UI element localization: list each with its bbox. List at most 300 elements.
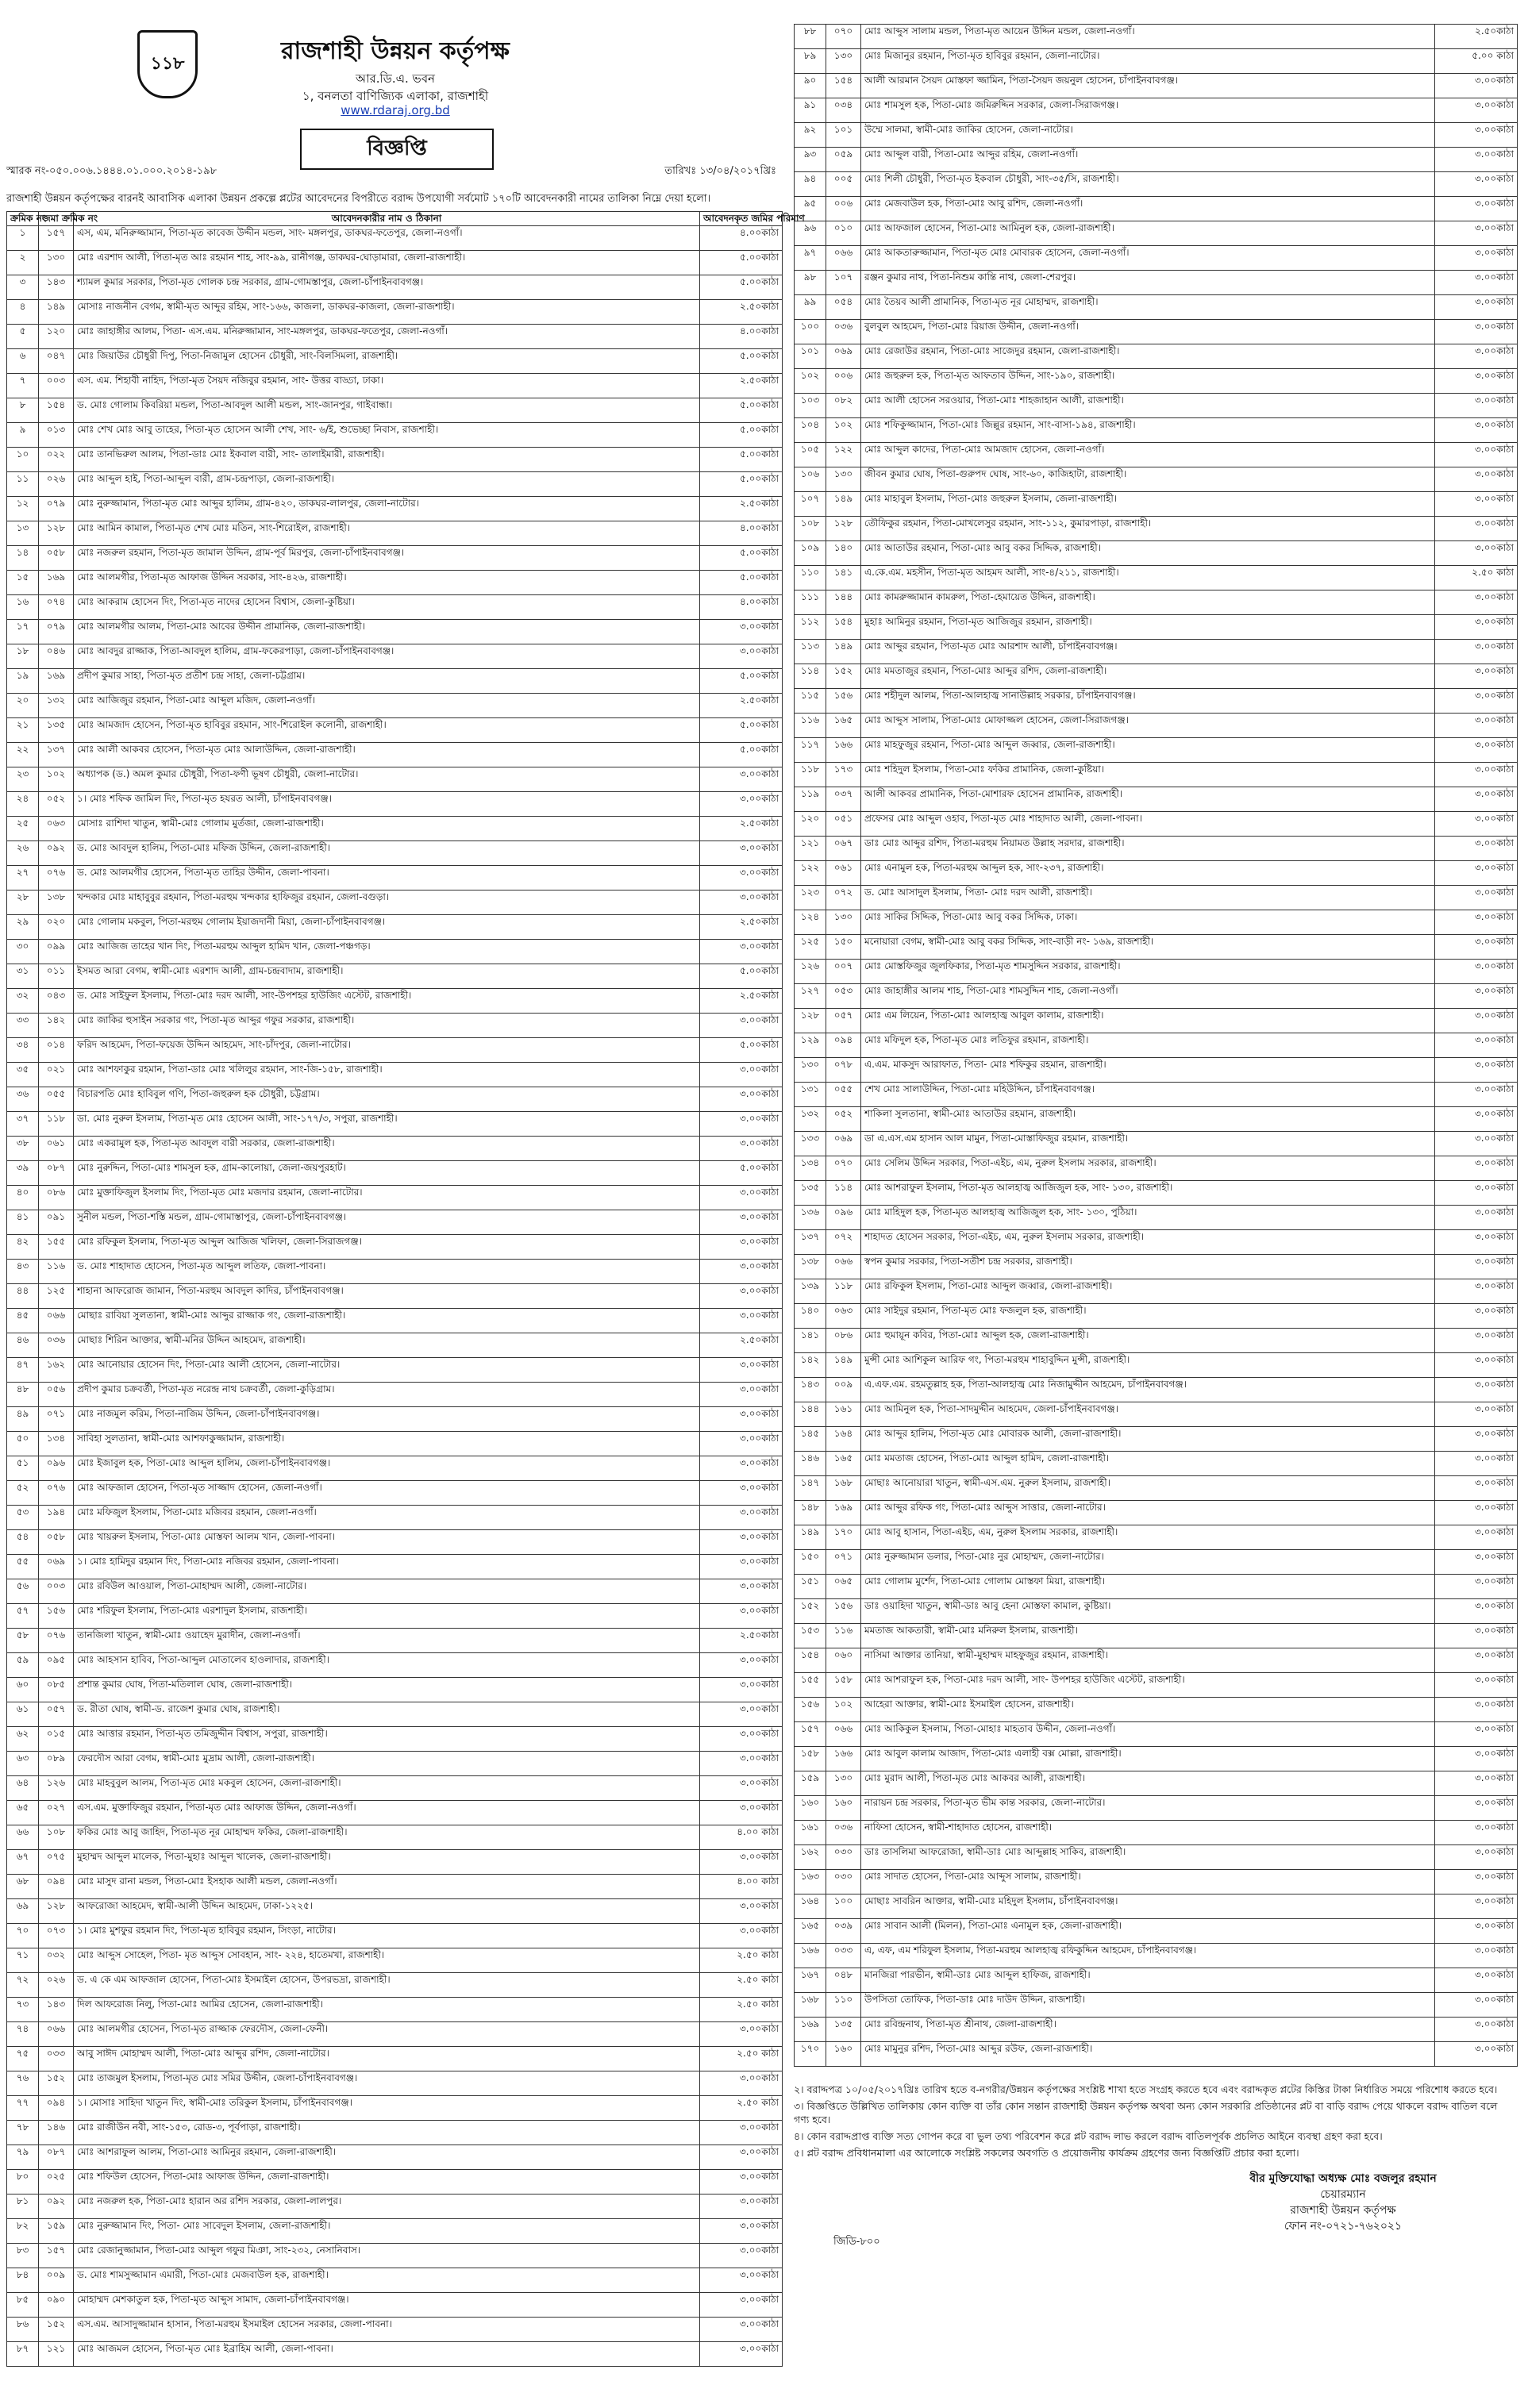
serial-cell: ৯: [7, 423, 39, 448]
serial-cell: ৪৫: [7, 1309, 39, 1333]
land-amount-cell: ৩.০০কাঠা: [1435, 467, 1518, 492]
deposit-serial-cell: ০৭৬: [39, 1481, 74, 1506]
table-row: [795, 615, 1518, 640]
deposit-serial-cell: ১৩৮: [39, 890, 74, 915]
deposit-serial-cell: ১৬০: [826, 2042, 861, 2067]
deposit-serial-cell: ১২৮: [39, 521, 74, 546]
deposit-serial-cell: ০৬৩: [39, 817, 74, 841]
table-row: [795, 295, 1518, 320]
land-amount-cell: ৩.০০কাঠা: [1435, 1722, 1518, 1747]
applicant-cell: মোঃ তাজমুল ইসলাম, পিতা-মৃত মোঃ সমির উদ্দীন, জেলা-চাঁপাইনবাবগঞ্জ।: [74, 2071, 700, 2096]
serial-cell: ১২৭: [795, 984, 826, 1009]
deposit-serial-cell: ১২১: [39, 2342, 74, 2367]
serial-cell: ১৫৬: [795, 1698, 826, 1722]
serial-cell: ১৬৭: [795, 1968, 826, 1993]
land-amount-cell: ৩.০০কাঠা: [1435, 1452, 1518, 1476]
land-amount-cell: ৩.০০কাঠা: [1435, 1747, 1518, 1771]
applicant-cell: মোঃ মাসুদ রানা মন্ডল, পিতা-মোঃ ইসহাক আলী মন্ডল, জেলা-নওগাঁ।: [74, 1875, 700, 1899]
table-row: [795, 1156, 1518, 1181]
applicant-cell: ১। মোঃ মুশফুর রহমান দিং, পিতা-মৃত হাবিবুর রহমান, সিংড়া, নাটোর।: [74, 1924, 700, 1948]
deposit-serial-cell: ১১৮: [39, 1112, 74, 1137]
table-row: [795, 590, 1518, 615]
serial-cell: ৮৩: [7, 2244, 39, 2268]
org-website-link[interactable]: www.rdaraj.org.bd: [341, 103, 450, 117]
land-amount-cell: ৫.০০কাঠা: [700, 472, 783, 497]
deposit-serial-cell: ০৬৯: [826, 1132, 861, 1156]
deposit-serial-cell: ০০৩: [39, 374, 74, 398]
serial-cell: ১৬৩: [795, 1870, 826, 1894]
right-column: [794, 24, 1518, 2248]
deposit-serial-cell: ১১০: [826, 1993, 861, 2018]
table-row: [795, 74, 1518, 98]
land-amount-cell: ৩.০০কাঠা: [1435, 1870, 1518, 1894]
serial-cell: ৪৪: [7, 1284, 39, 1309]
signatory-name: বীর মুক্তিযোদ্ধা অধ্যক্ষ মোঃ বজলুর রহমান: [1249, 2172, 1437, 2185]
deposit-serial-cell: ১৬০: [826, 1796, 861, 1821]
land-amount-cell: ৩.০০কাঠা: [1435, 271, 1518, 295]
serial-cell: ৯৮: [795, 271, 826, 295]
table-row: [795, 1206, 1518, 1230]
applicant-cell: মোঃ আবুল কালাম আজাদ, পিতা-মোঃ এলাহী বক্স মোল্লা, রাজশাহী।: [861, 1747, 1435, 1771]
applicant-cell: মোঃ মাহিদুল হক, পিতা-মৃত আলহাজ্ব আজিজুল হক, সাং- ১৩০, পুঠিয়া।: [861, 1206, 1435, 1230]
applicant-cell: ডাঃ তাসলিমা আফরোজা, স্বামী-ডাঃ মোঃ আব্দুল্লাহ সাকিব, রাজশাহী।: [861, 1845, 1435, 1870]
note-item: ৫। প্লট বরাদ্দ প্রবিধানমালা এর আলোকে সংশ্লিষ্ট সকলের অবগতি ও প্রয়োজনীয় কার্যক্রম গ্রহণের জন্য বিজ্ঞপ্তিটি প্রচার করা হলো।: [794, 2147, 1299, 2159]
header-land-amount: আবেদনকৃত জমির পরিমাণ: [700, 212, 783, 226]
deposit-serial-cell: ১৫৪: [826, 615, 861, 640]
table-row: [795, 812, 1518, 837]
table-row: [795, 1353, 1518, 1378]
applicant-cell: মোছাঃ রাবিয়া সুলতানা, স্বামী-মোঃ আব্দুর রাজ্জাক গং, জেলা-রাজশাহী।: [74, 1309, 700, 1333]
table-row: [7, 571, 783, 595]
table-row: [795, 738, 1518, 763]
deposit-serial-cell: ০৬৭: [826, 837, 861, 861]
land-amount-cell: ৩.০০কাঠা: [1435, 1993, 1518, 2018]
serial-cell: ১৫০: [795, 1550, 826, 1575]
table-row: [795, 1698, 1518, 1722]
applicant-cell: মোঃ সেলিম উদ্দিন সরকার, পিতা-এইচ, এম, নুরুল ইসলাম সরকার, রাজশাহী।: [861, 1156, 1435, 1181]
table-row: [7, 2170, 783, 2195]
serial-cell: ৩৩: [7, 1014, 39, 1038]
serial-cell: ১৫৯: [795, 1771, 826, 1796]
serial-cell: ১৩: [7, 521, 39, 546]
applicant-cell: মোঃ নুরুজ্জামান দিং, পিতা- মোঃ সাবেদুল ইসলাম, জেলা-রাজশাহী।: [74, 2219, 700, 2244]
table-row: [795, 1452, 1518, 1476]
table-row: [795, 25, 1518, 49]
table-row: [795, 541, 1518, 566]
land-amount-cell: ২.৫০ কাঠা: [700, 2047, 783, 2071]
applicant-cell: মোঃ শেখ মোঃ আবু তাহের, পিতা-মৃত হোসেন আলী শেখ, সাং- ৬/ই, শুভেচ্ছা নিবাস, রাজশাহী।: [74, 423, 700, 448]
applicant-cell: মোঃ আত্তার রহমান, পিতা-মৃত তমিজুদ্দীন বিশ্বাস, সপুরা, রাজশাহী।: [74, 1727, 700, 1752]
serial-cell: ১১৫: [795, 689, 826, 714]
serial-cell: ১৪৮: [795, 1501, 826, 1525]
land-amount-cell: ৩.০০কাঠা: [700, 792, 783, 817]
deposit-serial-cell: ০৬১: [826, 861, 861, 886]
applicant-cell: মোঃ আনোয়ার হোসেন দিং, পিতা-মোঃ আলী হোসেন, জেলা-নাটোর।: [74, 1358, 700, 1383]
applicant-cell: মোঃ মমতাজ হোসেন, পিতা-মোঃ আব্দুল হামিদ, জেলা-রাজশাহী।: [861, 1452, 1435, 1476]
serial-cell: ১১০: [795, 566, 826, 590]
serial-cell: ১৩০: [795, 1058, 826, 1083]
land-amount-cell: ৪.০০কাঠা: [700, 226, 783, 251]
table-row: [795, 935, 1518, 960]
applicant-cell: মোঃ আশরাফুল হক, পিতা-মোঃ দরদ আলী, সাং- উপশহর হাউজিং এস্টেট, রাজশাহী।: [861, 1673, 1435, 1698]
land-amount-cell: ৫.০০কাঠা: [700, 669, 783, 694]
serial-cell: ১২০: [795, 812, 826, 837]
applicant-cell: ড. মোঃ শাহাদাত হোসেন, পিতা-মৃত আব্দুল লতিফ, জেলা-পাবনা।: [74, 1260, 700, 1284]
applicant-cell: মোঃ আব্দুস সোহেল, পিতা- মৃত আব্দুস সোবহান, সাং- ২২৪, হাতেমখা, রাজশাহী।: [74, 1948, 700, 1973]
deposit-serial-cell: ০২৭: [39, 1801, 74, 1825]
land-amount-cell: ৫.০০কাঠা: [700, 571, 783, 595]
deposit-serial-cell: ১৪৯: [39, 300, 74, 325]
applicant-cell: মোঃ মাহাবুল ইসলাম, পিতা-মোঃ জহুরুল ইসলাম, জেলা-রাজশাহী।: [861, 492, 1435, 517]
applicant-cell: ফকির মোঃ আবু জাহিদ, পিতা-মৃত নূর মোহাম্মদ ফকির, জেলা-রাজশাহী।: [74, 1825, 700, 1850]
deposit-serial-cell: ০৬৩: [826, 1304, 861, 1329]
land-amount-cell: ৫.০০কাঠা: [700, 546, 783, 571]
applicant-cell: মোঃ শিলী চৌধুরী, পিতা-মৃত ইকবাল চৌধুরী, সাং-৩৫/সি, রাজশাহী।: [861, 172, 1435, 197]
table-row: [795, 197, 1518, 221]
land-amount-cell: ৩.০০কাঠা: [1435, 689, 1518, 714]
land-amount-cell: ৩.০০কাঠা: [700, 2071, 783, 2096]
serial-cell: ৮১: [7, 2195, 39, 2219]
applicant-cell: মোঃ শফিকুজ্জামান, পিতা-মোঃ জিল্লুর রহমান, সাং-বাসা-১৯৪, রাজশাহী।: [861, 418, 1435, 443]
deposit-serial-cell: ০৬৬: [826, 1722, 861, 1747]
serial-cell: ১৫১: [795, 1575, 826, 1599]
org-building: আর.ডি.এ. ভবন: [355, 71, 436, 86]
serial-cell: ৭৭: [7, 2096, 39, 2121]
land-amount-cell: ৩.০০কাঠা: [1435, 418, 1518, 443]
serial-cell: ৭৯: [7, 2145, 39, 2170]
deposit-serial-cell: ১৫৭: [39, 226, 74, 251]
applicant-cell: মোঃ জাহাঙ্গীর আলম, পিতা- এস.এম. মনিরুজ্জামান, সাং-মঙ্গলপুর, ডাকঘর-ফতেপুর, জেলা-নওগাঁ।: [74, 325, 700, 349]
serial-cell: ১১১: [795, 590, 826, 615]
applicant-cell: মোঃ আতাউর রহমান, পিতা-মোঃ আবু বকর সিদ্দিক, রাজশাহী।: [861, 541, 1435, 566]
applicant-cell: মোঃ আবদুর রাজ্জাক, পিতা-আবদুল হালিম, গ্রাম-ফকেরপাড়া, জেলা-চাঁপাইনবাবগঞ্জ।: [74, 644, 700, 669]
deposit-serial-cell: ১১৪: [826, 1181, 861, 1206]
deposit-serial-cell: ১২২: [826, 443, 861, 467]
serial-cell: ৬৭: [7, 1850, 39, 1875]
table-row: [7, 1850, 783, 1875]
deposit-serial-cell: ১৩০: [826, 467, 861, 492]
deposit-serial-cell: ০৯৬: [826, 1206, 861, 1230]
deposit-serial-cell: ০৯৯: [39, 940, 74, 964]
serial-cell: ১৪২: [795, 1353, 826, 1378]
applicant-cell: মোঃ জাকির হুসাইন সরকার গং, পিতা-মৃত আব্দুর গফুর সরকার, রাজশাহী।: [74, 1014, 700, 1038]
serial-cell: ৯৬: [795, 221, 826, 246]
land-amount-cell: ৩.০০কাঠা: [1435, 714, 1518, 738]
applicant-cell: মোঃ আজিজ তাহের খান দিং, পিতা-মরহুম আব্দুল হামিদ খান, জেলা-পঞ্চগড়।: [74, 940, 700, 964]
table-row: [7, 2318, 783, 2342]
serial-cell: ৩৪: [7, 1038, 39, 1063]
deposit-serial-cell: ০৭১: [826, 1550, 861, 1575]
table-row: [795, 517, 1518, 541]
deposit-serial-cell: ০৫৭: [39, 1702, 74, 1727]
deposit-serial-cell: ১৬৬: [826, 738, 861, 763]
deposit-serial-cell: ০৯৪: [826, 1033, 861, 1058]
serial-cell: ১৪৬: [795, 1452, 826, 1476]
deposit-serial-cell: ০৮৯: [39, 1752, 74, 1776]
table-row: [795, 664, 1518, 689]
serial-cell: ৮৮: [795, 25, 826, 49]
land-amount-cell: ৩.০০কাঠা: [1435, 1033, 1518, 1058]
table-row: [7, 1210, 783, 1235]
table-row: [7, 1924, 783, 1948]
applicant-cell: উপসিতা তোফিক, পিতা-ডাঃ মোঃ দাউদ উদ্দিন, রাজশাহী।: [861, 1993, 1435, 2018]
serial-cell: ১২৬: [795, 960, 826, 984]
table-row: [7, 866, 783, 890]
serial-cell: ১০: [7, 448, 39, 472]
serial-cell: ১৪১: [795, 1329, 826, 1353]
land-amount-cell: ৩.০০কাঠা: [700, 890, 783, 915]
deposit-serial-cell: ১৪২: [39, 1014, 74, 1038]
land-amount-cell: ৩.০০কাঠা: [700, 1186, 783, 1210]
deposit-serial-cell: ০৮৬: [826, 1329, 861, 1353]
land-amount-cell: ৩.০০কাঠা: [1435, 1181, 1518, 1206]
deposit-serial-cell: ১৫২: [39, 2318, 74, 2342]
deposit-serial-cell: ১৪৬: [39, 2121, 74, 2145]
deposit-serial-cell: ১৬৮: [826, 1476, 861, 1501]
deposit-serial-cell: ০৩৬: [39, 1333, 74, 1358]
applicant-cell: ১। মোঃ শফিক জামিল দিং, পিতা-মৃত হযরত আলী, চাঁপাইনবাবগঞ্জ।: [74, 792, 700, 817]
applicant-cell: মোঃ গোলাম মুর্শেদ, পিতা-মোঃ গোলাম মোস্তফা মিয়া, রাজশাহী।: [861, 1575, 1435, 1599]
table-row: [7, 1702, 783, 1727]
table-row: [795, 1476, 1518, 1501]
table-row: [795, 1648, 1518, 1673]
serial-cell: ৫৮: [7, 1629, 39, 1653]
applicant-cell: মোঃ একরামুল হক, পিতা-মৃত আবদুল বারী সরকার, জেলা-রাজশাহী।: [74, 1137, 700, 1161]
deposit-serial-cell: ১৬১: [826, 1402, 861, 1427]
deposit-serial-cell: ০০৫: [826, 172, 861, 197]
land-amount-cell: ৩.০০কাঠা: [1435, 295, 1518, 320]
land-amount-cell: ৩.০০কাঠা: [700, 1678, 783, 1702]
land-amount-cell: ৩.০০কাঠা: [700, 2170, 783, 2195]
serial-cell: ৯৪: [795, 172, 826, 197]
allocation-table-right: [794, 24, 1518, 2067]
table-row: [795, 1107, 1518, 1132]
land-amount-cell: ৩.০০কাঠা: [700, 841, 783, 866]
applicant-cell: মোঃ মোস্তফিজুর জুলফিকার, পিতা-মৃত শামসুদ্দিন সরকার, রাজশাহী।: [861, 960, 1435, 984]
serial-cell: ১৩২: [795, 1107, 826, 1132]
deposit-serial-cell: ০৭০: [826, 25, 861, 49]
land-amount-cell: ৩.০০কাঠা: [700, 1358, 783, 1383]
deposit-serial-cell: ১৫২: [826, 664, 861, 689]
deposit-serial-cell: ১৫৯: [39, 2219, 74, 2244]
allocation-table-left: [6, 211, 805, 2367]
deposit-serial-cell: ০৫২: [826, 1107, 861, 1132]
table-row: [795, 172, 1518, 197]
header-applicant: আবেদনকারীর নাম ও ঠিকানা: [74, 212, 700, 226]
deposit-serial-cell: ১৫৭: [39, 2244, 74, 2268]
land-amount-cell: ৩.০০কাঠা: [700, 1776, 783, 1801]
serial-cell: ৩৭: [7, 1112, 39, 1137]
serial-cell: ৫৭: [7, 1604, 39, 1629]
land-amount-cell: ৪.০০কাঠা: [700, 521, 783, 546]
table-row: [795, 467, 1518, 492]
table-row: [795, 960, 1518, 984]
serial-cell: ৭৪: [7, 2022, 39, 2047]
serial-cell: ১৫৫: [795, 1673, 826, 1698]
applicant-cell: প্রদীপ কুমার সাহা, পিতা-মৃত প্রতীশ চন্দ্র সাহা, জেলা-চট্টগ্রাম।: [74, 669, 700, 694]
serial-cell: ১১: [7, 472, 39, 497]
table-row: [7, 890, 783, 915]
land-amount-cell: ৩.০০কাঠা: [1435, 861, 1518, 886]
serial-cell: ৮৪: [7, 2268, 39, 2293]
footer-code: জিডি-৮০০: [833, 2236, 880, 2248]
table-row: [7, 1186, 783, 1210]
land-amount-cell: ৩.০০কাঠা: [1435, 172, 1518, 197]
land-amount-cell: ৩.০০কাঠা: [1435, 1599, 1518, 1624]
land-amount-cell: ২.৫০কাঠা: [700, 915, 783, 940]
table-row: [7, 964, 783, 989]
serial-cell: ৩০: [7, 940, 39, 964]
serial-cell: ১১৮: [795, 763, 826, 787]
header-serial: ক্রমিক নং: [7, 212, 39, 226]
land-amount-cell: ৫.০০কাঠা: [700, 398, 783, 423]
table-row: [795, 1230, 1518, 1255]
applicant-cell: মোঃ আশরাফুল ইসলাম, পিতা-মৃত আলহাজ্ব আজিজুল হক, সাং- ১৩০, রাজশাহী।: [861, 1181, 1435, 1206]
serial-cell: ১৫: [7, 571, 39, 595]
applicant-cell: ফরিদ আহমেদ, পিতা-ফয়েজ উদ্দিন আহমেদ, সাং-চাঁদপুর, জেলা-নাটোর।: [74, 1038, 700, 1063]
serial-cell: ৩৬: [7, 1087, 39, 1112]
table-row: [7, 2219, 783, 2244]
table-row: [795, 1525, 1518, 1550]
land-amount-cell: ৫.০০কাঠা: [700, 448, 783, 472]
applicant-cell: ডা এ.এস.এম হাসান আল মামুন, পিতা-মোস্তাফিজুর রহমান, রাজশাহী।: [861, 1132, 1435, 1156]
applicant-cell: এ.এফ.এম. রহমতুল্লাহ হক, পিতা-আলহাজ্ব মোঃ নিজামুদ্দীন আহমেদ, চাঁপাইনবাবগঞ্জ।: [861, 1378, 1435, 1402]
deposit-serial-cell: ০৫২: [39, 792, 74, 817]
table-row: [795, 98, 1518, 123]
serial-cell: ১৪০: [795, 1304, 826, 1329]
applicant-cell: মোঃ নাজমুল করিম, পিতা-নাজিম উদ্দিন, জেলা-চাঁপাইনবাবগঞ্জ।: [74, 1407, 700, 1432]
land-amount-cell: ৩.০০কাঠা: [1435, 74, 1518, 98]
land-amount-cell: ৩.০০কাঠা: [1435, 787, 1518, 812]
deposit-serial-cell: ০২৬: [39, 472, 74, 497]
table-row: [795, 320, 1518, 344]
deposit-serial-cell: ০৭৩: [39, 1924, 74, 1948]
land-amount-cell: ৩.০০কাঠা: [700, 2121, 783, 2145]
applicant-cell: মোঃ আলমগীর আলম, পিতা-মোঃ আবের উদ্দীন প্রামানিক, জেলা-রাজশাহী।: [74, 620, 700, 644]
table-row: [7, 1333, 783, 1358]
table-row: [7, 2071, 783, 2096]
land-amount-cell: ৩.০০কাঠা: [700, 1087, 783, 1112]
org-address: ১, বনলতা বাণিজ্যিক এলাকা, রাজশাহী: [302, 89, 489, 103]
table-row: [7, 1825, 783, 1850]
applicant-cell: মোঃ আজমল হোসেন, পিতা-মৃত মোঃ ইব্রাহিম আলী, জেলা-পাবনা।: [74, 2342, 700, 2367]
table-row: [795, 1796, 1518, 1821]
deposit-serial-cell: ১৫৬: [826, 689, 861, 714]
applicant-cell: ড. মোঃ শামসুজ্জামান এমারী, পিতা-মোঃ মেজবাউল হক, রাজশাহী।: [74, 2268, 700, 2293]
table-row: [7, 915, 783, 940]
applicant-cell: শাহাদত হোসেন সরকার, পিতা-এইচ, এম, নুরুল ইসলাম সরকার, রাজশাহী।: [861, 1230, 1435, 1255]
serial-cell: ৪৩: [7, 1260, 39, 1284]
deposit-serial-cell: ০০৬: [826, 369, 861, 394]
table-row: [7, 1530, 783, 1555]
serial-cell: ১১৬: [795, 714, 826, 738]
deposit-serial-cell: ০৫৫: [826, 1083, 861, 1107]
serial-cell: ৪৬: [7, 1333, 39, 1358]
deposit-serial-cell: ০৯২: [39, 841, 74, 866]
serial-cell: ১২১: [795, 837, 826, 861]
land-amount-cell: ৩.০০কাঠা: [1435, 1378, 1518, 1402]
table-row: [7, 669, 783, 694]
land-amount-cell: ৩.০০কাঠা: [1435, 812, 1518, 837]
land-amount-cell: ৩.০০কাঠা: [700, 1210, 783, 1235]
intro-paragraph: রাজশাহী উন্নয়ন কর্তৃপক্ষের বারনই আবাসিক এলাকা উন্নয়ন প্রকল্পে প্লটের আবেদনের বিপরীতে বরাদ্দ উপযোগী সর্বমোট ১৭০টি আবেদনকারী নামের তালিকা নিম্নে দেয়া হলো।: [6, 193, 711, 205]
land-amount-cell: ৩.০০কাঠা: [700, 1407, 783, 1432]
table-row: [7, 743, 783, 767]
land-amount-cell: ৩.০০কাঠা: [1435, 246, 1518, 271]
table-row: [7, 521, 783, 546]
serial-cell: ৭০: [7, 1924, 39, 1948]
deposit-serial-cell: ০৬৬: [826, 1255, 861, 1279]
land-amount-cell: ২.৫০ কাঠা: [700, 2096, 783, 2121]
applicant-cell: এস, এম, মনিরুজ্জামান, পিতা-মৃত কাবেজ উদ্দীন মন্ডল, সাং- মঙ্গলপুর, ডাকঘর-ফতেপুর, জেলা-নওগাঁ।: [74, 226, 700, 251]
land-amount-cell: ৫.০০কাঠা: [700, 1038, 783, 1063]
land-amount-cell: ৫.০০কাঠা: [700, 964, 783, 989]
deposit-serial-cell: ১৫৫: [39, 1235, 74, 1260]
land-amount-cell: ৩.০০কাঠা: [1435, 1796, 1518, 1821]
serial-cell: ১৪: [7, 546, 39, 571]
serial-cell: ৬৬: [7, 1825, 39, 1850]
applicant-cell: মোঃ আব্দুল বারী, পিতা-মোঃ আব্দুর রহিম, জেলা-নওগাঁ।: [861, 148, 1435, 172]
land-amount-cell: ৫.০০কাঠা: [700, 1161, 783, 1186]
land-amount-cell: ৩.০০কাঠা: [1435, 369, 1518, 394]
deposit-serial-cell: ১৬৯: [826, 1501, 861, 1525]
serial-cell: ১৩৫: [795, 1181, 826, 1206]
deposit-serial-cell: ০৭৬: [39, 866, 74, 890]
serial-cell: ৮২: [7, 2219, 39, 2244]
table-row: [795, 443, 1518, 467]
deposit-serial-cell: ০১১: [39, 964, 74, 989]
land-amount-cell: ৩.০০কাঠা: [1435, 123, 1518, 148]
deposit-serial-cell: ০৮৭: [39, 2145, 74, 2170]
notice-title: বিজ্ঞপ্তি: [300, 129, 494, 170]
applicant-cell: মোঃ আব্দুস সালাম মন্ডল, পিতা-মৃত আয়েন উদ্দিন মন্ডল, জেলা-নওগাঁ।: [861, 25, 1435, 49]
land-amount-cell: ৩.০০কাঠা: [700, 1727, 783, 1752]
applicant-cell: মুহাঃ আমিনুর রহমান, পিতা-মৃত আজিজুর রহমান, রাজশাহী।: [861, 615, 1435, 640]
deposit-serial-cell: ১৯৪: [39, 1506, 74, 1530]
table-row: [7, 1875, 783, 1899]
deposit-serial-cell: ০৫৬: [39, 1383, 74, 1407]
serial-cell: ৪২: [7, 1235, 39, 1260]
land-amount-cell: ৩.০০কাঠা: [1435, 1648, 1518, 1673]
applicant-cell: মোঃ আমিনুল হক, পিতা-সাদমুদ্দীন আহমেদ, জেলা-চাঁপাইনবাবগঞ্জ।: [861, 1402, 1435, 1427]
table-row: [795, 49, 1518, 74]
deposit-serial-cell: ১০৮: [39, 1825, 74, 1850]
serial-cell: ১৪৩: [795, 1378, 826, 1402]
land-amount-cell: ৩.০০কাঠা: [700, 2022, 783, 2047]
serial-cell: ৫০: [7, 1432, 39, 1456]
serial-cell: ২৬: [7, 841, 39, 866]
deposit-serial-cell: ১৬২: [39, 1358, 74, 1383]
deposit-serial-cell: ১০৭: [826, 271, 861, 295]
table-row: [795, 1944, 1518, 1968]
table-row: [7, 1260, 783, 1284]
serial-cell: ৬০: [7, 1678, 39, 1702]
deposit-serial-cell: ০৯০: [39, 2293, 74, 2318]
serial-cell: ১৩৮: [795, 1255, 826, 1279]
serial-cell: ১৭: [7, 620, 39, 644]
table-row: [7, 1038, 783, 1063]
deposit-serial-cell: ১১৮: [826, 1279, 861, 1304]
serial-cell: ৬৪: [7, 1776, 39, 1801]
applicant-cell: মোঃ আফজাল হোসেন, পিতা-মোঃ আমিনুল হক, জেলা-রাজশাহী।: [861, 221, 1435, 246]
deposit-serial-cell: ০২০: [39, 915, 74, 940]
serial-cell: ৬১: [7, 1702, 39, 1727]
land-amount-cell: ৩.০০কাঠা: [1435, 1550, 1518, 1575]
deposit-serial-cell: ০৭৯: [39, 620, 74, 644]
serial-cell: ২: [7, 251, 39, 275]
applicant-cell: আলী আকবর প্রামানিক, পিতা-মোশারফ হোসেন প্রামানিক, রাজশাহী।: [861, 787, 1435, 812]
serial-cell: ৯৯: [795, 295, 826, 320]
